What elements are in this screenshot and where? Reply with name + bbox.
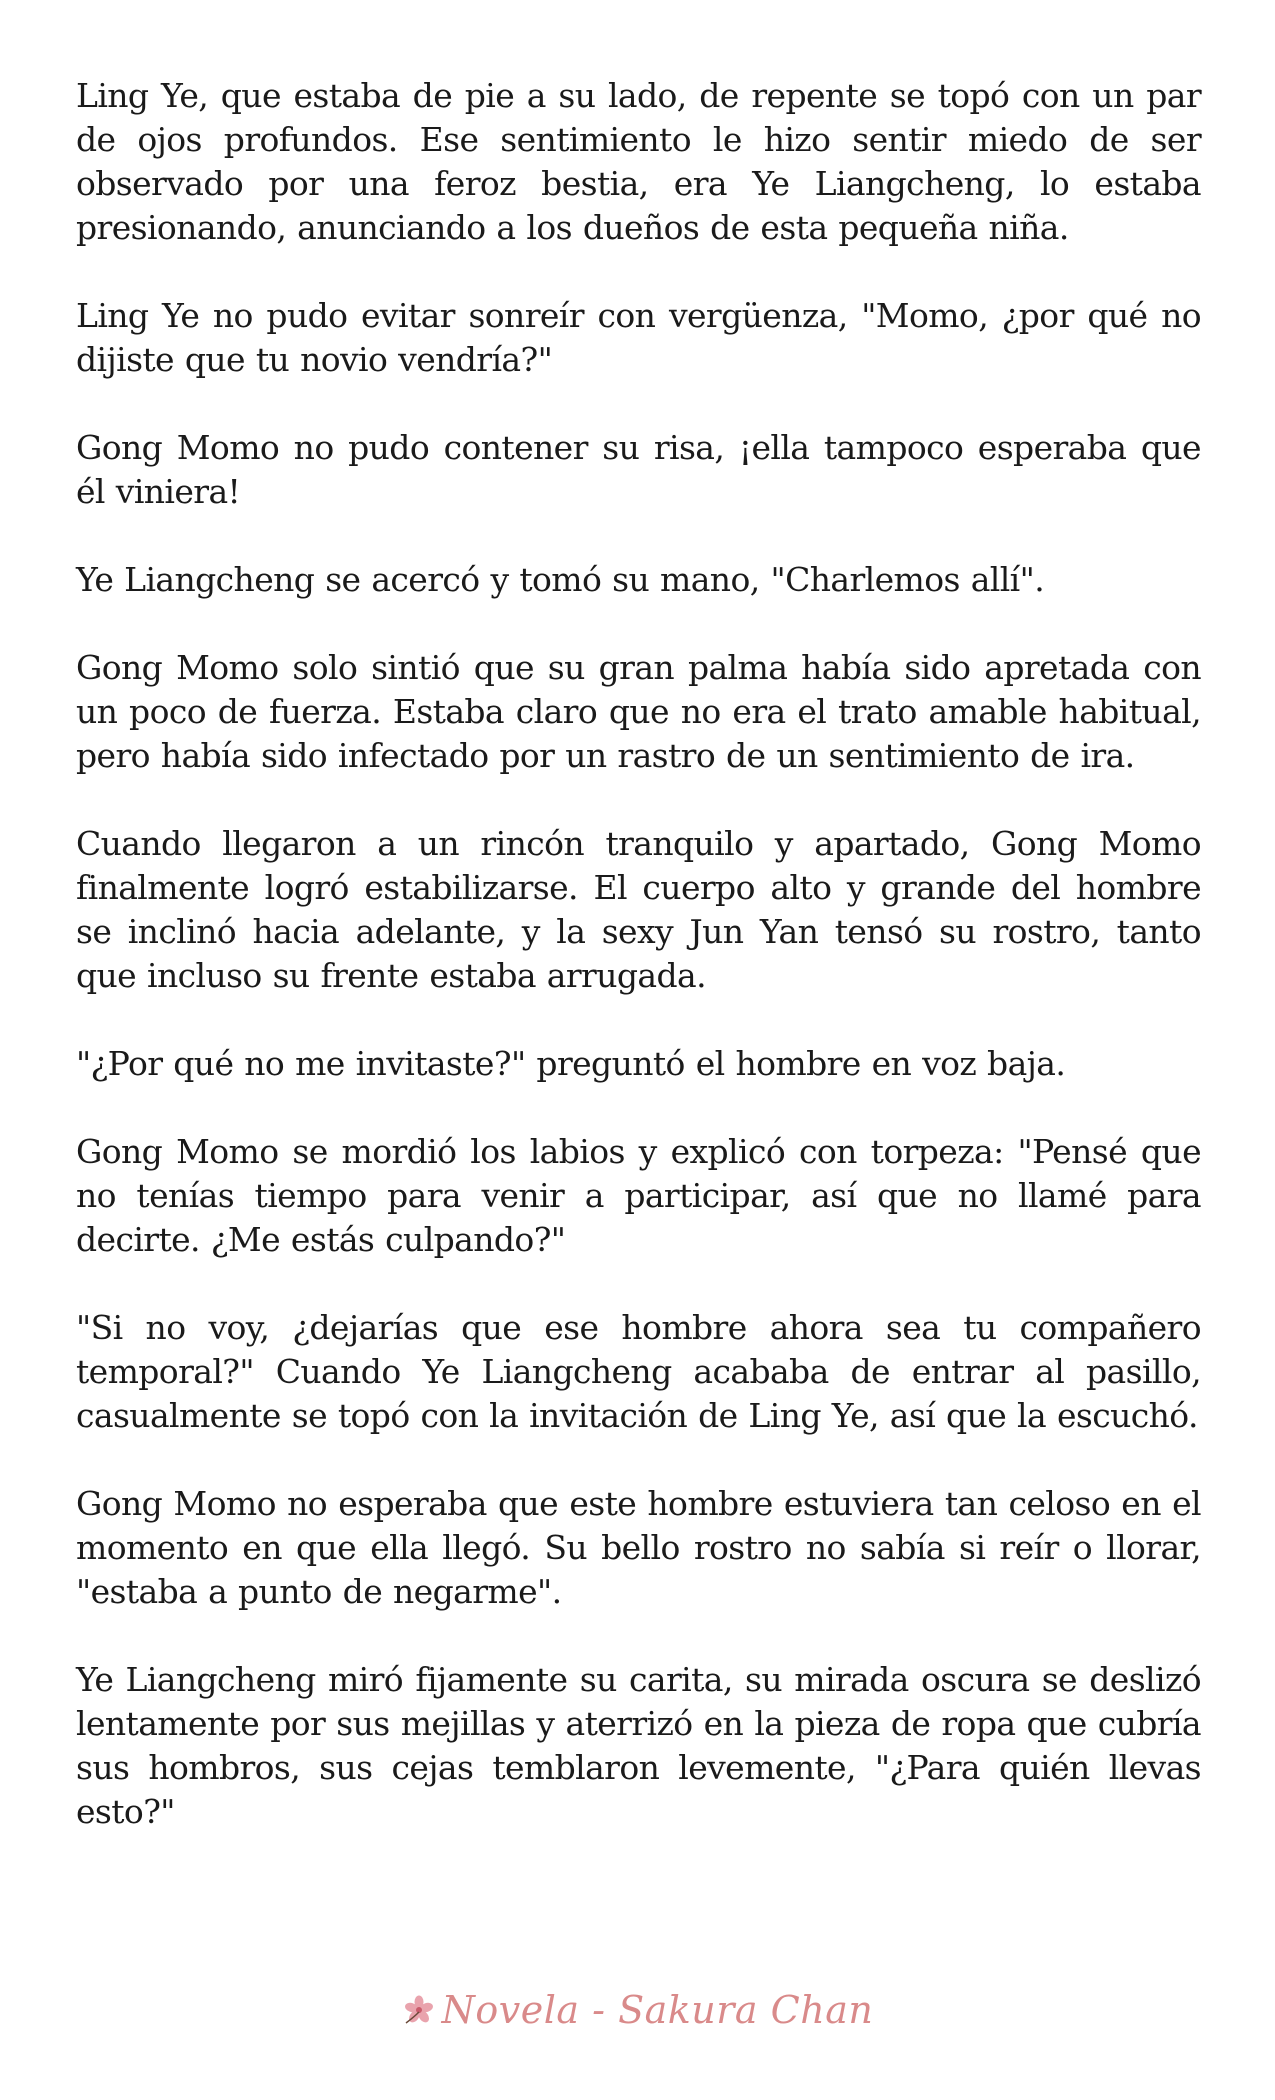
paragraph-11: Ye Liangcheng miró fijamente su carita, su mirada oscura se deslizó lentamente por sus mejillas y aterrizó en la pieza de ropa que cubría sus hombros, sus cejas temblaron levemente, "¿Para quién llevas esto?" <box>76 1660 1201 1831</box>
footer-brand <box>402 1988 874 2032</box>
paragraph-2: Ling Ye no pudo evitar sonreír con vergüenza, "Momo, ¿por qué no dijiste que tu novio vendría?" <box>76 296 1201 379</box>
paragraph-3: Gong Momo no pudo contener su risa, ¡ella tampoco esperaba que él viniera! <box>76 428 1201 511</box>
paragraph-7: "¿Por qué no me invitaste?" preguntó el hombre en voz baja. <box>76 1044 1066 1083</box>
footer-text: Novela - Sakura Chan <box>441 1988 874 2032</box>
paragraph-8: Gong Momo se mordió los labios y explicó con torpeza: "Pensé que no tenías tiempo para venir a participar, así que no llamé para decirte. ¿Me estás culpando?" <box>76 1132 1201 1259</box>
footer-watermark <box>0 1982 1275 2038</box>
paragraph-10: Gong Momo no esperaba que este hombre estuviera tan celoso en el momento en que ella llegó. Su bello rostro no sabía si reír o llorar, "estaba a punto de negarme". <box>76 1484 1201 1611</box>
paragraph-5: Gong Momo solo sintió que su gran palma había sido apretada con un poco de fuerza. Estaba claro que no era el trato amable habitual, pero había sido infectado por un rastro de un sentimiento de ira. <box>76 648 1201 775</box>
paragraph-1: Ling Ye, que estaba de pie a su lado, de repente se topó con un par de ojos profundos. Ese sentimiento le hizo sentir miedo de ser observado por una feroz bestia, era Ye Liangcheng, lo estaba presionando, anunciando a los dueños de esta pequeña niña. <box>76 76 1201 247</box>
sakura-blossom-icon <box>402 1993 436 2027</box>
paragraph-9: "Si no voy, ¿dejarías que ese hombre ahora sea tu compañero temporal?" Cuando Ye Liangcheng acababa de entrar al pasillo, casualmente se topó con la invitación de Ling Ye, así que la escuchó. <box>76 1308 1201 1435</box>
paragraph-6: Cuando llegaron a un rincón tranquilo y apartado, Gong Momo finalmente logró estabilizarse. El cuerpo alto y grande del hombre se inclinó hacia adelante, y la sexy Jun Yan tensó su rostro, tanto que incluso su frente estaba arrugada. <box>76 824 1201 995</box>
paragraph-4: Ye Liangcheng se acercó y tomó su mano, "Charlemos allí". <box>76 560 1045 599</box>
document-body <box>76 74 1201 1878</box>
